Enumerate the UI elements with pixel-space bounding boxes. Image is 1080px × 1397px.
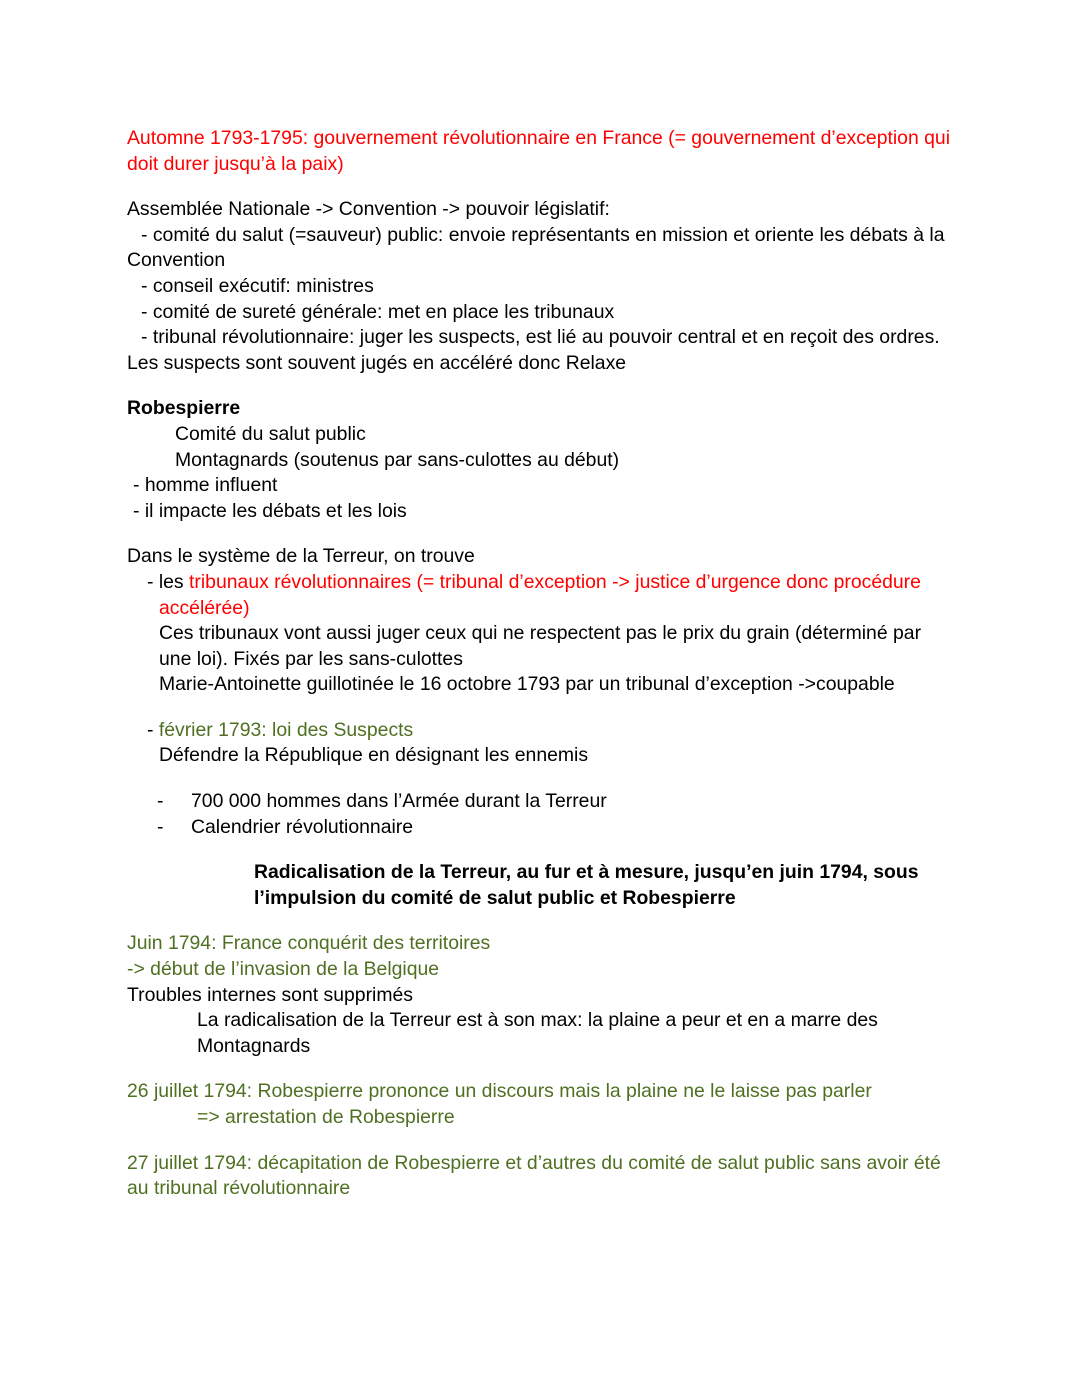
radicalisation-heading: Radicalisation de la Terreur, au fur et à mesure, jusqu’en juin 1794, sous — [254, 861, 919, 884]
tribunaux-definition-cont: accélérée) — [159, 596, 250, 619]
robespierre-point: - homme influent — [133, 474, 278, 497]
loi-suspects-line — [127, 718, 957, 744]
tribunaux-definition: tribunaux révolutionnaires (= tribunal d’exception -> justice d’urgence donc procédure — [189, 570, 921, 593]
robespierre-point: - il impacte les débats et les lois — [133, 499, 407, 522]
juin-line: Troubles internes sont supprimés — [127, 983, 413, 1006]
assemblee-item: - comité du salut (=sauveur) public: envoie représentants en mission et oriente les débats à la — [141, 223, 945, 246]
radicalisation-heading: l’impulsion du comité de salut public et Robespierre — [254, 886, 736, 909]
juillet27-line: au tribunal révolutionnaire — [127, 1177, 351, 1200]
assemblee-item: - tribunal révolutionnaire: juger les suspects, est lié au pouvoir central et en reçoit des ordres. — [141, 326, 940, 349]
tribunaux-line — [127, 570, 957, 596]
intro-line-1: Automne 1793-1795: gouvernement révolutionnaire en France (= gouvernement d’exception qui — [127, 127, 951, 149]
list-item-text: Calendrier révolutionnaire — [191, 815, 414, 838]
robespierre-sub: Comité du salut public — [175, 422, 366, 445]
juin-line: La radicalisation de la Terreur est à son max: la plaine a peur et en a marre des — [197, 1009, 878, 1032]
list-dash: - — [157, 815, 164, 838]
robespierre-sub: Montagnards (soutenus par sans-culottes au début) — [175, 448, 620, 471]
loi-prefix: - — [147, 718, 159, 741]
loi-suspects-text: Défendre la République en désignant les ennemis — [159, 744, 589, 767]
juin-line: Juin 1794: France conquérit des territoires — [127, 932, 491, 955]
intro-line-2: doit durer jusqu’à la paix) — [127, 152, 344, 175]
juillet26-line: => arrestation de Robespierre — [197, 1106, 455, 1128]
tribunaux-prefix: - les — [147, 570, 190, 593]
juin-line: -> début de l’invasion de la Belgique — [127, 958, 440, 981]
assemblee-item: - conseil exécutif: ministres — [141, 274, 374, 297]
tribunaux-text: Marie-Antoinette guillotinée le 16 octobre 1793 par un tribunal d’exception ->coupable — [159, 673, 895, 696]
terreur-intro: Dans le système de la Terreur, on trouve — [127, 545, 475, 568]
tribunaux-text: Ces tribunaux vont aussi juger ceux qui ne respectent pas le prix du grain (déterminé par — [159, 622, 922, 645]
list-item — [127, 815, 957, 841]
document-page — [127, 126, 957, 1202]
list-item — [127, 789, 957, 815]
juillet27-line: 27 juillet 1794: décapitation de Robespierre et d’autres du comité de salut public sans avoir été — [127, 1151, 941, 1174]
assemblee-item: Convention — [127, 249, 226, 272]
robespierre-heading: Robespierre — [127, 397, 241, 420]
assemblee-note: Les suspects sont souvent jugés en accéléré donc Relaxe — [127, 351, 627, 374]
tribunaux-text: une loi). Fixés par les sans-culottes — [159, 647, 463, 670]
assemblee-title: Assemblée Nationale -> Convention -> pouvoir législatif: — [127, 198, 610, 221]
assemblee-item: - comité de sureté générale: met en place les tribunaux — [141, 300, 615, 323]
list-dash: - — [157, 790, 164, 813]
loi-suspects-title: février 1793: loi des Suspects — [158, 718, 414, 741]
juillet26-line: 26 juillet 1794: Robespierre prononce un discours mais la plaine ne le laisse pas parler — [127, 1080, 872, 1103]
list-item-text: 700 000 hommes dans l’Armée durant la Terreur — [191, 790, 607, 813]
juin-line: Montagnards — [197, 1034, 311, 1057]
